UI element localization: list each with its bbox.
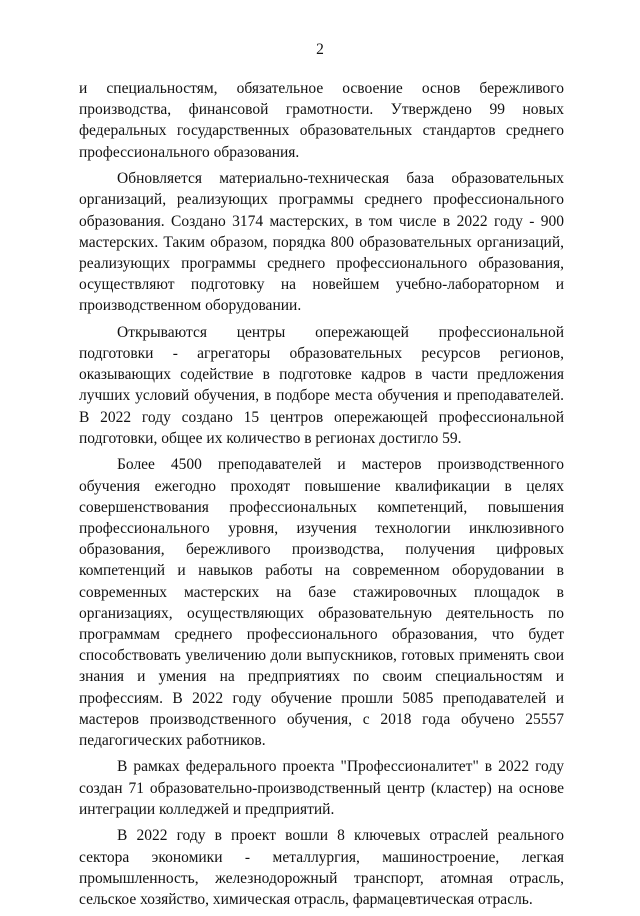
paragraph: Более 4500 преподавателей и мастеров производственного обучения ежегодно проходят повышение квалификации в целях совершенствования профессиональных компетенций, повышения профессионального уровня, изучения технологии инклюзивного образования, бережливого производства, получения цифровых компетенций и навыков работы на современном оборудовании в современных мастерских на базе стажировочных площадок в организациях, осуществляющих образовательную деятельность по программам среднего профессионального образования, что будет способствовать увеличению доли выпускников, готовых применять свои знания и умения на предприятиях по своим специальностям и профессиям. В 2022 году обучение прошли 5085 преподавателей и мастеров производственного обучения, с 2018 года обучено 25557 педагогических работников. [79, 456, 564, 749]
paragraph: В 2022 году в проект вошли 8 ключевых отраслей реального сектора экономики - металлургия, машиностроение, легкая промышленность, железнодорожный транспорт, атомная отрасль, сельское хозяйство, химическая отрасль, фармацевтическая отрасль. [79, 827, 564, 908]
paragraph: В рамках федерального проекта "Профессионалитет" в 2022 году создан 71 образовательно-производственный центр (кластер) на основе интеграции колледжей и предприятий. [79, 758, 564, 818]
paragraph: Открываются центры опережающей профессиональной подготовки - агрегаторы образовательных ресурсов регионов, оказывающих содействие в подготовке кадров в части предложения лучших условий обучения, в подборе места обучения и преподавателей. В 2022 году создано 15 центров опережающей профессиональной подготовки, общее их количество в регионах достигло 59. [79, 323, 564, 447]
paragraph-continuation: и специальностям, обязательное освоение основ бережливого производства, финансовой грамотности. Утверждено 99 новых федеральных государственных образовательных стандартов среднего профессионального образования. [79, 80, 564, 161]
page-number: 2 [316, 41, 324, 58]
document-body [79, 78, 564, 916]
paragraph: Обновляется материально-техническая база образовательных организаций, реализующих программы среднего профессионального образования. Создано 3174 мастерских, в том числе в 2022 году - 900 мастерских. Таким образом, порядка 800 образовательных организаций, реализующих программы среднего профессионального образования, осуществляют подготовку на новейшем учебно-лабораторном и производственном оборудовании. [79, 170, 564, 315]
